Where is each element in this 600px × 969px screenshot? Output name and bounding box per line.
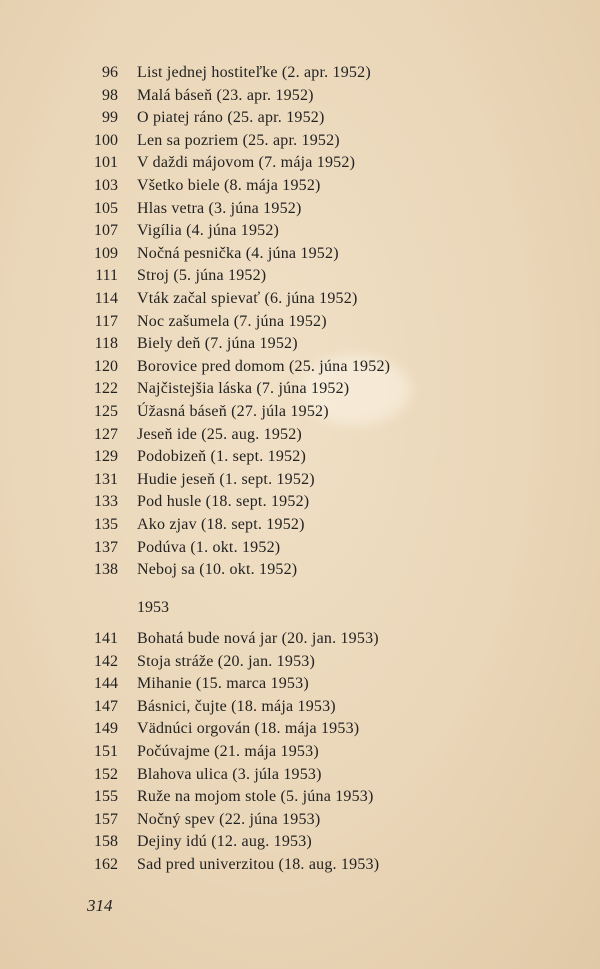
toc-page-number: 162 [94,856,118,873]
toc-page-number: 138 [94,561,118,579]
toc-entry [0,62,600,84]
toc-entry [0,175,600,197]
toc-entry [0,220,600,242]
toc-title: Najčistejšia láska (7. júna 1952) [137,380,350,398]
toc-title: Podúva (1. okt. 1952) [137,538,281,556]
toc-page-number: 107 [94,222,118,240]
toc-title: Básnici, čujte (18. mája 1953) [137,697,336,715]
toc-page-number: 142 [94,652,118,670]
toc-entry [0,378,600,400]
toc-title: Neboj sa (10. okt. 1952) [137,561,298,579]
toc-entry [0,243,600,265]
toc-entry [0,764,600,786]
toc-title: Mihanie (15. marca 1953) [137,675,309,693]
toc-page-number: 157 [94,810,118,828]
toc-page-number: 125 [94,403,118,420]
toc-entry [0,491,600,513]
toc-entry [0,424,600,446]
toc-page-number: 129 [94,448,118,466]
toc-title: Borovice pred domom (25. júna 1952) [137,357,391,375]
toc-page-number: 149 [94,720,118,738]
toc-title: Podobizeň (1. sept. 1952) [137,448,306,466]
toc-title: Vigília (4. júna 1952) [137,222,280,240]
year-heading: 1953 [137,599,169,616]
toc-title: Stoja stráže (20. jan. 1953) [137,652,315,670]
toc-title: Nočný spev (22. júna 1953) [137,810,321,828]
toc-page-number: 105 [94,199,118,217]
page-number: 314 [87,896,113,915]
toc-title: Hudie jeseň (1. sept. 1952) [137,470,315,488]
toc-page-number: 101 [94,154,118,172]
toc-title: Malá báseň (23. apr. 1952) [137,86,314,104]
toc-title: List jednej hostiteľke (2. apr. 1952) [137,64,371,81]
toc-page-number: 122 [94,380,118,398]
toc-entry [0,446,600,468]
toc-title: Nočná pesnička (4. júna 1952) [137,244,339,262]
toc-entry [0,537,600,559]
toc-entry [0,469,600,491]
toc-title: Ako zjav (18. sept. 1952) [137,516,305,533]
toc-title: Sad pred univerzitou (18. aug. 1953) [137,856,380,873]
toc-page-number: 144 [94,675,118,693]
toc-entry [0,401,600,423]
toc-page-number: 117 [94,312,118,330]
toc-entry [0,673,600,695]
toc-title: Noc zašumela (7. júna 1952) [137,312,327,330]
toc-entry [0,854,600,876]
toc-page-number: 109 [94,244,118,262]
toc-page-number: 137 [94,538,118,556]
toc-entry [0,356,600,378]
toc-page-number: 120 [94,357,118,375]
toc-entry [0,288,600,310]
toc-page-number: 99 [102,109,118,127]
toc-page-number: 111 [95,267,118,285]
toc-title: Počúvajme (21. mája 1953) [137,743,319,760]
toc-entry [0,311,600,333]
toc-page-number: 96 [102,64,118,81]
toc-entry [0,741,600,763]
toc-page-number: 100 [94,131,118,149]
toc-page-number: 152 [94,765,118,783]
toc-title: V daždi májovom (7. mája 1952) [137,154,356,172]
toc-entry [0,696,600,718]
toc-page-number: 155 [94,788,118,806]
toc-entry [0,809,600,831]
toc-entry [0,559,600,581]
toc-entry [0,85,600,107]
toc-entry [0,514,600,536]
toc-title: Stroj (5. júna 1952) [137,267,267,285]
toc-entry [0,651,600,673]
toc-page-number: 118 [94,335,118,353]
toc-entry [0,831,600,853]
toc-page-number: 127 [94,425,118,443]
toc-title: Bohatá bude nová jar (20. jan. 1953) [137,630,379,647]
toc-entry [0,718,600,740]
toc-title: Vädnúci orgován (18. mája 1953) [137,720,360,738]
toc-page-number: 98 [102,86,118,104]
toc-entry [0,265,600,287]
toc-page-number: 147 [94,697,118,715]
toc-page-number: 131 [94,470,118,488]
toc-title: O piatej ráno (25. apr. 1952) [137,109,325,127]
toc-title: Dejiny idú (12. aug. 1953) [137,833,312,851]
toc-page-number: 141 [94,630,118,647]
toc-page-number: 151 [94,743,118,760]
toc-title: Len sa pozriem (25. apr. 1952) [137,131,340,149]
toc-title: Jeseň ide (25. aug. 1952) [137,425,302,443]
toc-title: Úžasná báseň (27. júla 1952) [137,403,329,420]
toc-entry [0,152,600,174]
toc-title: Všetko biele (8. mája 1952) [137,177,321,194]
toc-title: Biely deň (7. júna 1952) [137,335,298,353]
toc-page-number: 133 [94,493,118,511]
toc-entry [0,107,600,129]
toc-title: Pod husle (18. sept. 1952) [137,493,310,511]
toc-page-number: 135 [94,516,118,533]
toc-entry [0,130,600,152]
toc-entry [0,786,600,808]
toc-title: Ruže na mojom stole (5. júna 1953) [137,788,374,806]
toc-page-number: 158 [94,833,118,851]
toc-title: Vták začal spievať (6. júna 1952) [137,290,358,307]
toc-entry [0,333,600,355]
toc-entry [0,198,600,220]
toc-title: Blahova ulica (3. júla 1953) [137,765,322,783]
toc-title: Hlas vetra (3. júna 1952) [137,199,302,217]
toc-page-number: 103 [94,177,118,194]
toc-entry [0,628,600,650]
toc-page-number: 114 [94,290,118,307]
